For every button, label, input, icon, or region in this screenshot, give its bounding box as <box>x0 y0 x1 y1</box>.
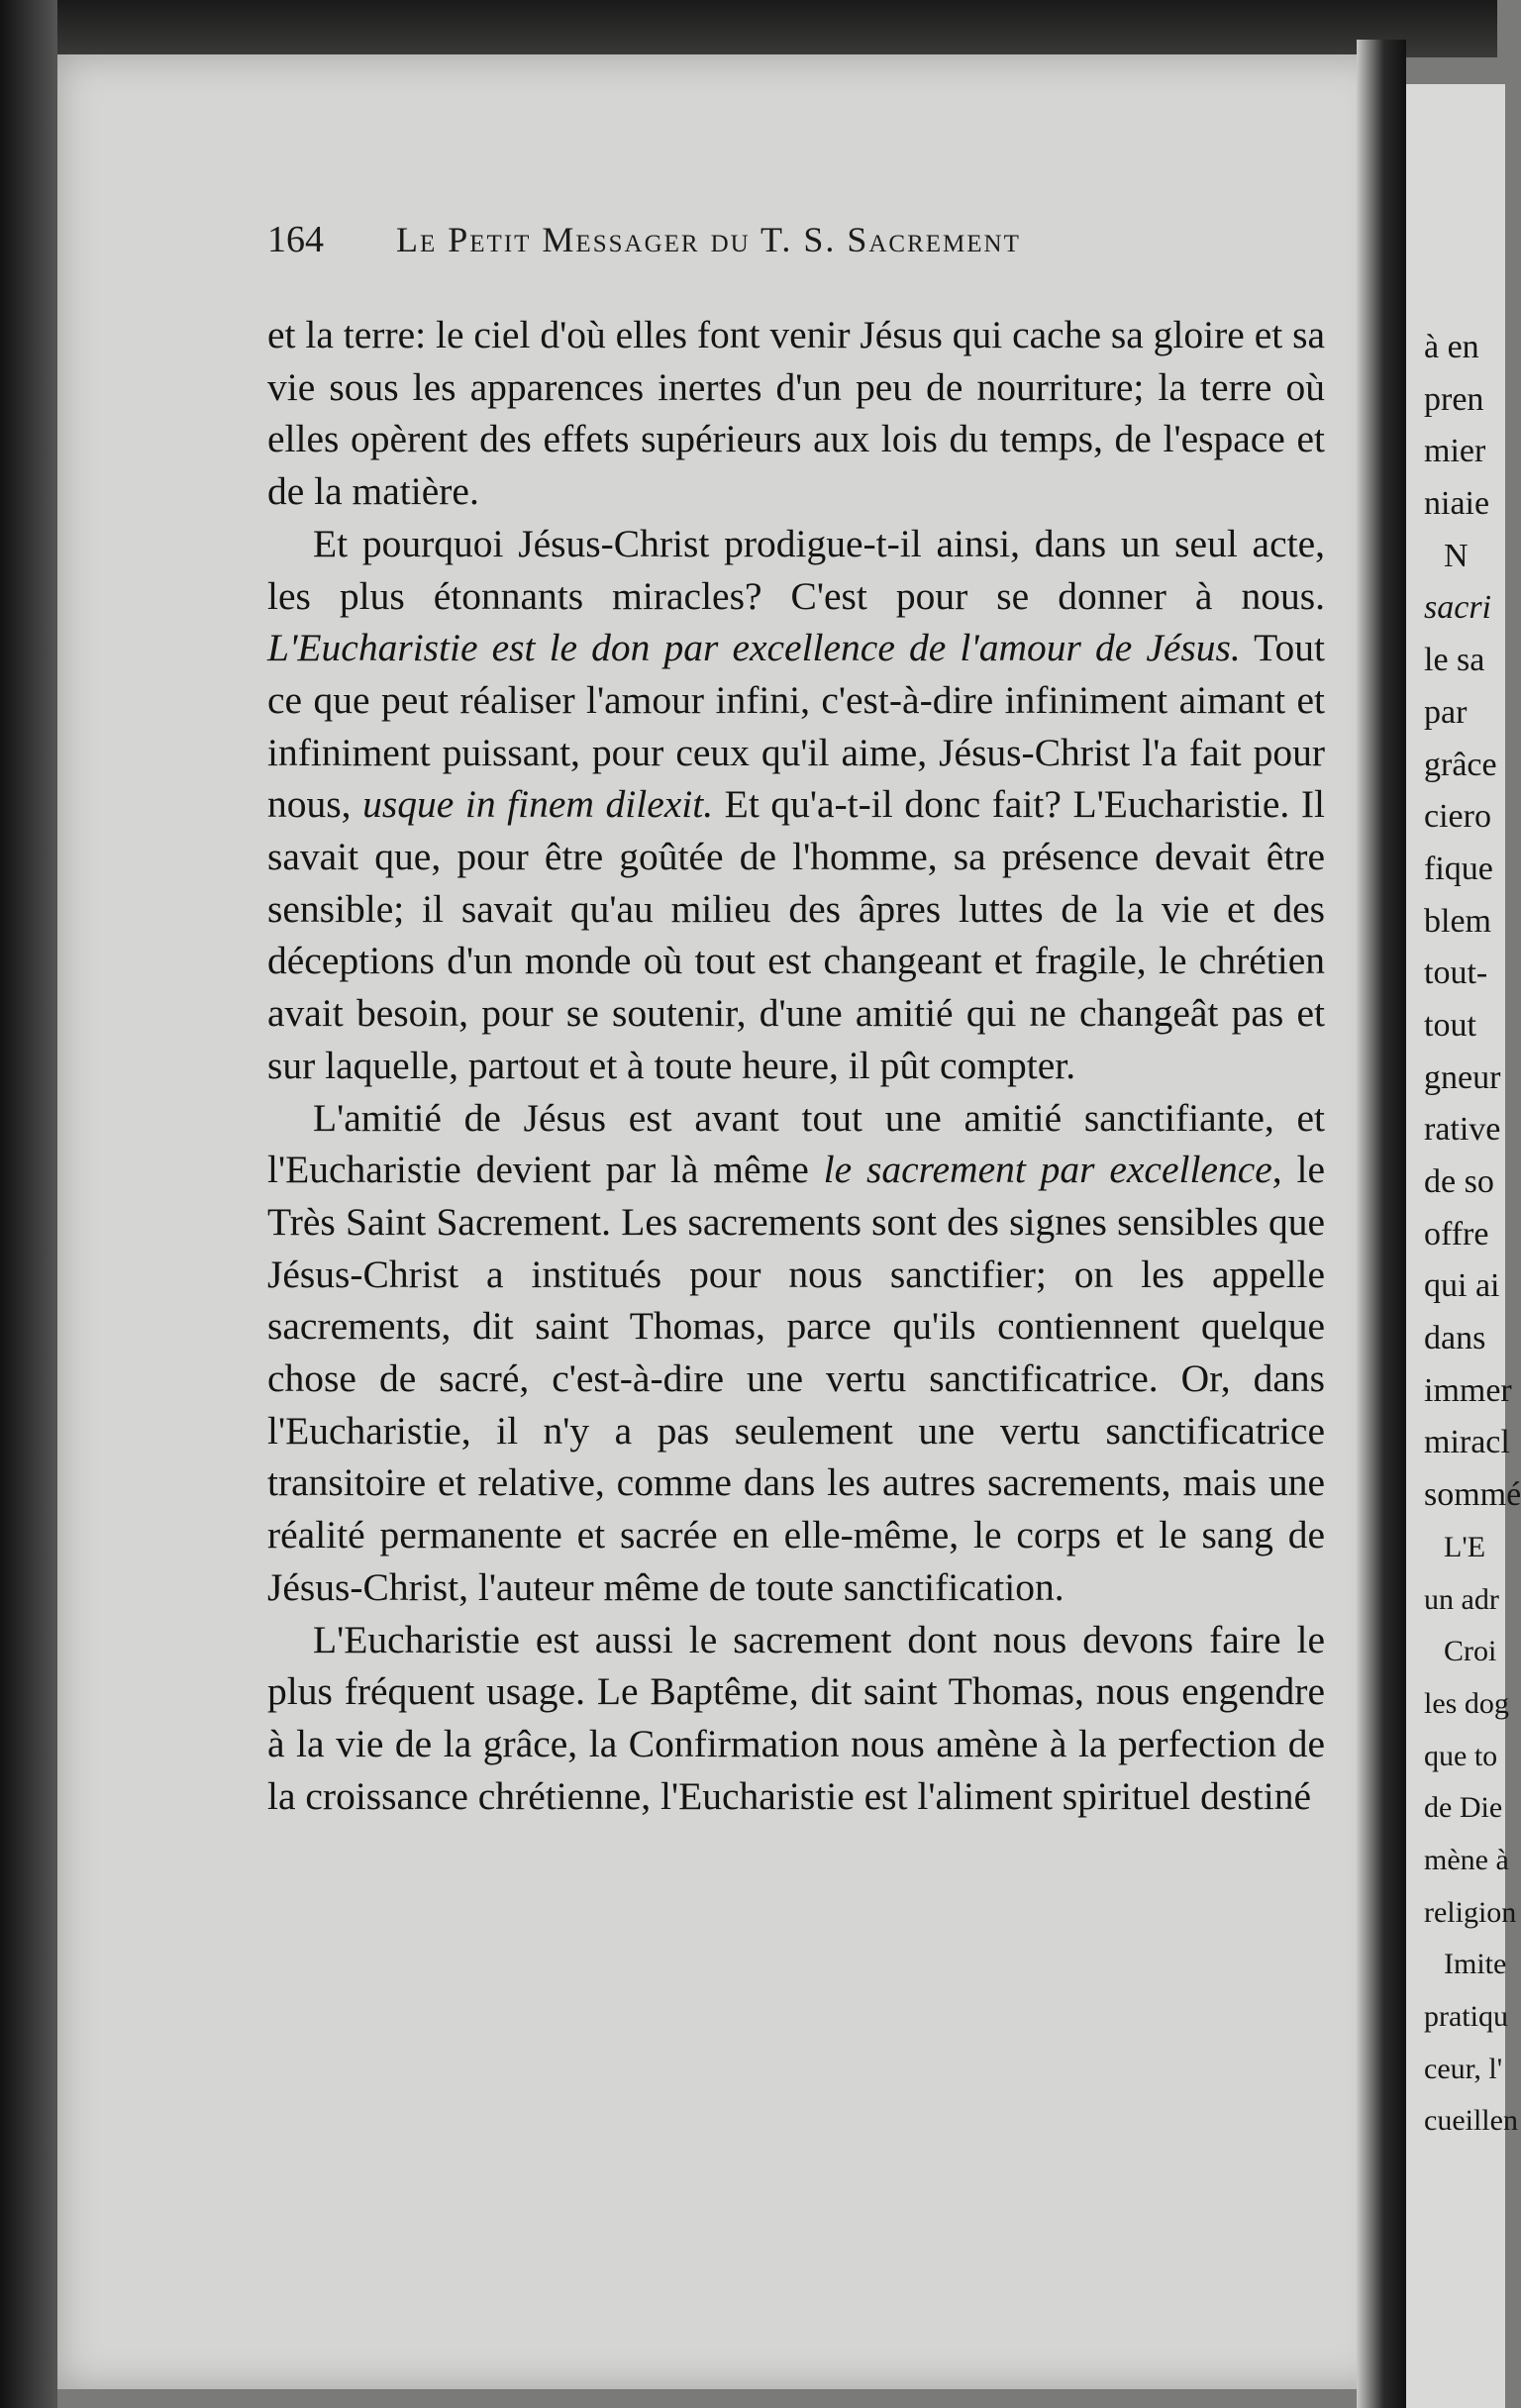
facing-page-text <box>1424 322 1521 2148</box>
body-text <box>267 309 1325 1822</box>
facing-page-line: miracl <box>1424 1424 1510 1461</box>
text-run: Tout ce que peut réaliser l'amour infini, c'est-à-dire infiniment aimant et infiniment puissant, pour ceux qu'il aime, Jésus-Christ l'a fait pour nous, <box>267 626 1325 827</box>
facing-page-line: dans <box>1424 1320 1486 1357</box>
facing-page-line: pratiqu <box>1424 2000 1508 2033</box>
running-head: Le Petit Messager du T. S. Sacrement <box>396 220 1021 259</box>
italic-phrase: le sacrement par excellence, <box>823 1148 1282 1192</box>
facing-page-line: tout <box>1424 1006 1476 1044</box>
text-run: Et pourquoi Jésus-Christ prodigue-t-il ainsi, dans un seul acte, les plus étonnants miracles? C'est pour se donner à nous. <box>267 521 1325 618</box>
book-gutter <box>1357 40 1406 2408</box>
facing-page-line: gneur <box>1424 1058 1501 1096</box>
facing-page-line: mène à <box>1424 1843 1509 1876</box>
facing-page-line: rative <box>1424 1111 1501 1149</box>
facing-page-line: N <box>1444 537 1469 574</box>
facing-page-line: sommé <box>1424 1476 1521 1514</box>
facing-page-line: fique <box>1424 850 1493 887</box>
italic-phrase: L'Eucharistie est le don par excellence de l'amour de Jésus. <box>267 626 1241 670</box>
facing-page-line: sacri <box>1424 589 1491 627</box>
facing-page-line: le sa <box>1424 642 1485 679</box>
scan-border-left <box>0 0 57 2408</box>
scan-border-top <box>0 0 1497 57</box>
facing-page-line: niaie <box>1424 485 1490 523</box>
facing-page-line: immer <box>1424 1371 1512 1409</box>
facing-page-line: à en <box>1424 329 1479 365</box>
facing-page-line: grâce <box>1424 746 1497 783</box>
facing-page-line: par <box>1424 693 1468 731</box>
facing-page-line: religion <box>1424 1895 1517 1929</box>
facing-page-line: ceur, l' <box>1424 2052 1503 2085</box>
facing-page-line: ciero <box>1424 798 1491 836</box>
text-run: Et qu'a-t-il donc fait? L'Eucharistie. Il savait que, pour être goûtée de l'homme, sa présence devait être sensible; il savait qu'au milieu des âpres luttes de la vie et des déceptions d'un monde où tout est changeant et fragile, le chrétien avait besoin, pour se soutenir, d'une amitié qui ne changeât pas et sur laquelle, partout et à toute heure, il pût compter. <box>267 782 1325 1087</box>
text-run: L'amitié de Jésus est avant tout une amitié sanctifiante, et l'Eucharistie devient par là même <box>267 1095 1325 1192</box>
facing-page-line: de so <box>1424 1163 1494 1200</box>
text-run: L'Eucharistie est aussi le sacrement dont nous devons faire le plus fréquent usage. Le Baptême, dit saint Thomas, nous engendre à la vie de la grâce, la Confirmation nous amène à la perfection de la croissance chrétienne, l'Eucharistie est l'aliment spirituel destiné <box>267 1617 1325 1818</box>
page-header <box>267 218 1327 277</box>
text-run: et la terre: le ciel d'où elles font venir Jésus qui cache sa gloire et sa vie sous les apparences inertes d'un peu de nourriture; la terre où elles opèrent des effets supérieurs aux lois du temps, de l'espace et de la matière. <box>267 313 1325 514</box>
italic-phrase: usque in finem dilexit. <box>362 782 714 827</box>
facing-page-line: cueillen <box>1424 2104 1518 2138</box>
facing-page-line: les dog <box>1424 1686 1509 1720</box>
paragraph <box>267 1614 1325 1823</box>
paragraph <box>267 1092 1325 1614</box>
facing-page-line: offre <box>1424 1215 1489 1253</box>
facing-page-line: un adr <box>1424 1582 1499 1616</box>
facing-page-line: mier <box>1424 433 1486 470</box>
facing-page-line: Croi <box>1444 1635 1497 1668</box>
page-number: 164 <box>267 219 324 260</box>
facing-page-line: qui ai <box>1424 1267 1500 1305</box>
facing-page-line: que to <box>1424 1739 1498 1772</box>
paragraph <box>267 309 1325 518</box>
facing-page-line: tout- <box>1424 954 1488 992</box>
facing-page-line: de Die <box>1424 1791 1503 1825</box>
facing-page-line: Imite <box>1444 1948 1507 1981</box>
paragraph <box>267 518 1325 1092</box>
facing-page-line: blem <box>1424 902 1491 940</box>
text-run: le Très Saint Sacrement. Les sacrements sont des signes sensibles que Jésus-Christ a institués pour nous sanctifier; on les appelle sacrements, dit saint Thomas, parce qu'ils contiennent quelque chose de sacré, c'est-à-dire une vertu sanctificatrice. Or, dans l'Eucharistie, il n'y a pas seulement une vertu sanctificatrice transitoire et relative, comme dans les autres sacrements, mais une réalité permanente et sacrée en elle-même, le corps et le sang de Jésus-Christ, l'auteur même de toute sanctification. <box>267 1148 1325 1609</box>
facing-page-line: L'E <box>1444 1530 1486 1563</box>
facing-page-line: pren <box>1424 380 1484 418</box>
